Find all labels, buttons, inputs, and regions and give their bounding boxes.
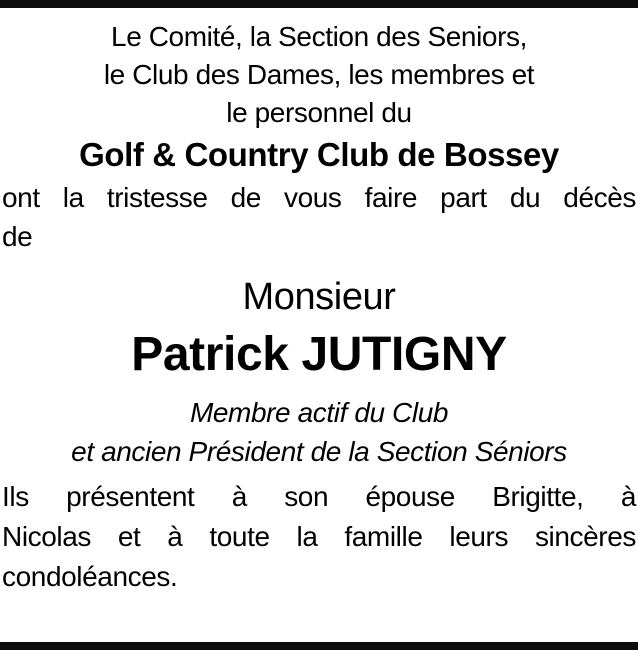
condolence-block	[2, 477, 636, 597]
deceased-name: Patrick JUTIGNY	[131, 328, 507, 381]
salutation: Monsieur	[242, 276, 396, 318]
role-block	[2, 393, 636, 471]
condolence-line-2: Nicolas et à toute la famille leurs sincères	[2, 521, 636, 552]
intro-line-2: le Club des Dames, les membres et	[103, 59, 535, 90]
top-rule	[0, 0, 638, 8]
intro-line-1: Le Comité, la Section des Seniors,	[111, 21, 527, 52]
condolence-line-3: condoléances.	[2, 561, 178, 592]
role-line-1: Membre actif du Club	[189, 397, 449, 428]
condolence-line-1: Ils présentent à son épouse Brigitte, à	[2, 481, 636, 512]
announcement-line: ont la tristesse de vous faire part du décès	[2, 182, 636, 213]
intro-line-3: le personnel du	[226, 97, 412, 128]
bottom-rule	[0, 642, 638, 650]
announcement-tail: de	[2, 221, 33, 252]
role-line-2: et ancien Président de la Section Séniors	[71, 436, 567, 467]
organization-name: Golf & Country Club de Bossey	[79, 136, 559, 173]
notice-content	[0, 18, 638, 597]
